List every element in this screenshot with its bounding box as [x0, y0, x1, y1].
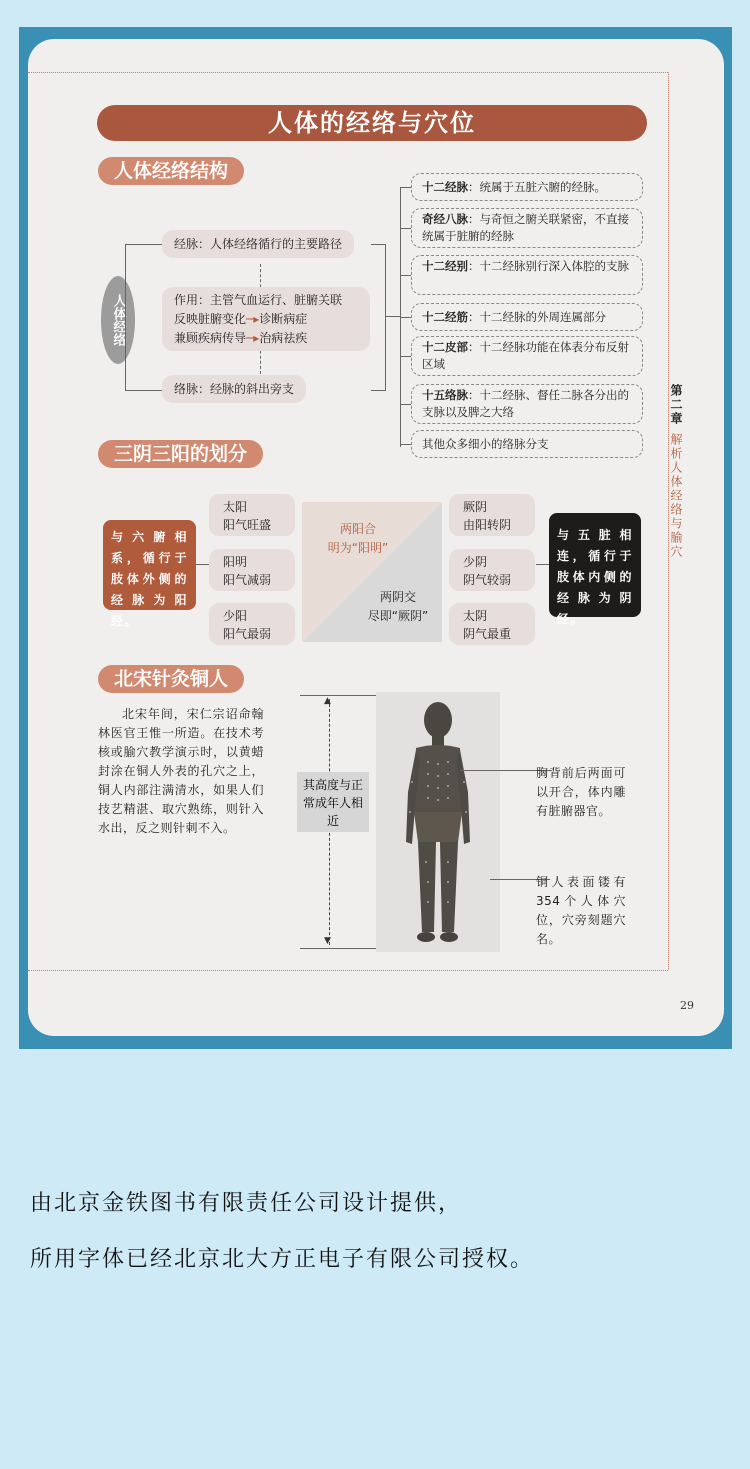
bracket-line — [536, 564, 549, 565]
branch-connector — [400, 404, 411, 405]
function-line-2 — [174, 310, 358, 329]
bronze-figure-image — [376, 692, 500, 952]
branch-connector — [400, 228, 411, 229]
branch-box — [411, 303, 643, 331]
branch-desc: 其他众多细小的络脉分支 — [422, 437, 549, 451]
yin-desc: 阴气较弱 — [463, 573, 512, 587]
branch-desc: ：统属于五脏六腑的经脉。 — [468, 180, 606, 194]
yin-desc: 由阳转阴 — [463, 518, 512, 532]
branch-desc: ：十二经脉的外周连属部分 — [468, 310, 606, 324]
height-note: 其高度与正常成年人相近 — [297, 772, 369, 832]
yin-end-note — [358, 588, 438, 626]
branch-connector — [400, 275, 411, 276]
branch-box — [411, 384, 643, 424]
yang-desc: 阳气最弱 — [223, 627, 272, 641]
bracket-line — [385, 244, 386, 390]
yang-name: 太阳 — [223, 500, 248, 514]
branch-name: 十二经脉 — [422, 180, 468, 194]
note-line: 尽即“厥阴” — [367, 609, 429, 623]
yin-box — [449, 549, 535, 591]
branch-name: 十五络脉 — [422, 388, 468, 402]
function-line-3 — [174, 329, 358, 348]
branch-desc: ：十二经脉功能在体表分布反射区域 — [422, 340, 629, 371]
function-line-1: 作用：主管气血运行、脏腑关联 — [174, 293, 343, 307]
yin-desc: 阴气最重 — [463, 627, 512, 641]
branch-name: 奇经八脉 — [422, 212, 468, 226]
bracket-line — [125, 390, 162, 391]
credit-line-2: 所用字体已经北京北大方正电子有限公司授权。 — [30, 1247, 535, 1272]
luo-pill: 络脉：经脉的斜出旁支 — [162, 375, 306, 403]
bracket-line — [371, 244, 386, 245]
note-line: 两阳合 — [339, 522, 376, 536]
yang-box — [209, 549, 295, 591]
yin-box — [449, 603, 535, 645]
branch-box — [411, 208, 643, 248]
branch-desc: ：与奇恒之腑关联紧密，不直接统属于脏腑的经脉 — [422, 212, 629, 243]
branch-box — [411, 173, 643, 201]
oval-label: 人体经络 — [101, 276, 135, 364]
open-chest-note: 胸背前后两面可以开合，体内雕有脏腑器官。 — [536, 766, 626, 818]
branch-connector — [400, 356, 411, 357]
note-line: 明为“阳明” — [327, 541, 389, 555]
dotted-top-rule — [28, 72, 668, 73]
function-text: 诊断病症 — [259, 312, 308, 326]
function-text: 兼顾疾病传导 — [174, 331, 247, 345]
yin-name: 少阴 — [463, 555, 488, 569]
chapter-title: 解析人体经络与腧穴 — [669, 433, 683, 559]
yang-desc: 阳气旺盛 — [223, 518, 272, 532]
branch-connector — [400, 187, 411, 188]
page-title: 人体的经络与穴位 — [97, 105, 647, 141]
section-heading-structure: 人体经络结构 — [98, 157, 244, 185]
arrow-right-icon: ─▸ — [246, 331, 260, 345]
bracket-line — [125, 244, 126, 391]
yang-desc: 阳气减弱 — [223, 573, 272, 587]
yin-meridian-note: 与五脏相连，循行于肢体内侧的经脉为阴经。 — [549, 513, 641, 617]
yang-box — [209, 494, 295, 536]
bracket-line — [125, 244, 162, 245]
branch-box — [411, 336, 643, 376]
yang-meridian-note: 与六腑相系，循行于肢体外侧的经脉为阳经。 — [103, 520, 196, 610]
branch-name: 十二经筋 — [422, 310, 468, 324]
bracket-line — [371, 390, 386, 391]
section-heading-yinyang: 三阴三阳的划分 — [98, 440, 263, 468]
yang-combine-note — [318, 520, 398, 558]
page-number: 29 — [680, 999, 694, 1012]
branch-box — [411, 255, 643, 295]
branch-connector — [400, 444, 411, 445]
section-heading-bronze-figure: 北宋针灸铜人 — [98, 665, 244, 693]
function-box — [162, 287, 370, 351]
function-text: 反映脏腑变化 — [174, 312, 247, 326]
branch-box — [411, 430, 643, 458]
chapter-label: 第二章 — [669, 384, 683, 426]
yang-name: 阳明 — [223, 555, 248, 569]
branch-desc: ：十二经脉别行深入体腔的支脉 — [468, 259, 629, 273]
branch-desc: ：十二经脉、督任二脉各分出的支脉以及脾之大络 — [422, 388, 629, 419]
yang-name: 少阳 — [223, 609, 248, 623]
function-text: 治病祛疾 — [259, 331, 308, 345]
bronze-figure-text: 北宋年间，宋仁宗诏命翰林医官王惟一所造。在技术考核或腧穴教学演示时，以黄蜡封涂在铜人外表的孔穴之上，铜人内部注满清水，如果人们技艺精湛、取穴熟练，则针入水出，反之则针刺不入。 — [98, 707, 264, 835]
acupoint-note: 铜人表面镂有354个人体穴位，穴旁刻题穴名。 — [536, 875, 626, 946]
branch-name: 十二经别 — [422, 259, 468, 273]
dotted-bottom-rule — [28, 970, 668, 971]
bracket-line — [385, 316, 400, 317]
yin-name: 厥阴 — [463, 500, 488, 514]
yin-box — [449, 494, 535, 536]
branch-connector — [400, 317, 411, 318]
yang-box — [209, 603, 295, 645]
bracket-line — [196, 564, 209, 565]
note-line: 两阴交 — [379, 590, 416, 604]
arrow-down-icon: ▼ — [324, 936, 331, 946]
credit-line-1: 由北京金铁图书有限责任公司设计提供， — [30, 1191, 463, 1216]
arrow-up-icon: ▲ — [324, 696, 331, 706]
yin-name: 太阴 — [463, 609, 488, 623]
branch-name: 十二皮部 — [422, 340, 468, 354]
book-page — [28, 39, 724, 1036]
jing-pill: 经脉：人体经络循行的主要路径 — [162, 230, 354, 258]
arrow-right-icon: ─▸ — [246, 312, 260, 326]
